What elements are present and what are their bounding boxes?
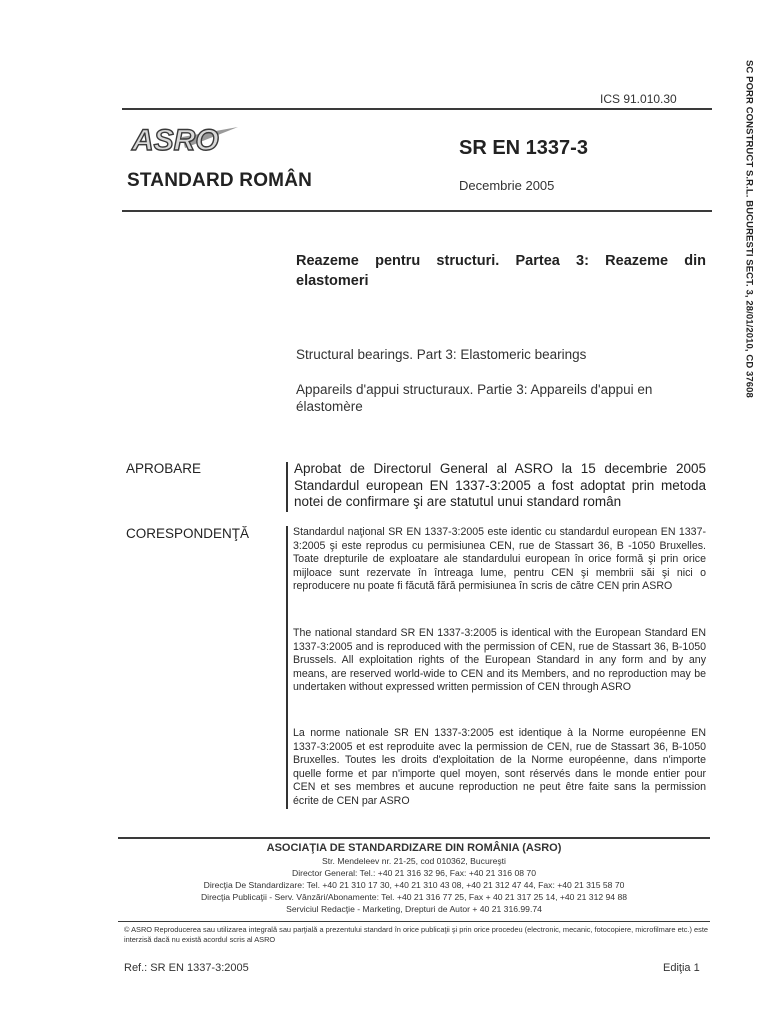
aprobare-label: APROBARE — [126, 461, 202, 476]
asro-logo — [130, 116, 240, 162]
footer-director: Director General: Tel.: +40 21 316 32 96, Fax: +40 21 316 08 70 — [292, 868, 536, 878]
corespondenta-paragraph-en: The national standard SR EN 1337-3:2005 is identical with the European Standard EN 1337-3:2005 and is reproduced with the permission of CEN, rue de Stassart 36, B-1050 Brussels. All exploitation rights of the European Standard in any form and by any means, are reserved world-wide to CEN and its Members, and no reproduction may be undertaken without expressed written permission of CEN through ASRO — [293, 627, 706, 693]
edition: Ediţia 1 — [663, 962, 700, 974]
footer-org: ASOCIAŢIA DE STANDARDIZARE DIN ROMÂNIA (ASRO) — [266, 842, 562, 854]
corespondenta-label: CORESPONDENŢĂ — [126, 526, 250, 541]
copyright-notice: © ASRO Reproducerea sau utilizarea integrală sau parţială a prezentului standard în orice publicaţii şi prin orice procedeu (electronic, mecanic, fotocopiere, microfilmare etc.) este interzisă dacă nu există acordul scris al ASRO — [124, 925, 708, 944]
reference: Ref.: SR EN 1337-3:2005 — [124, 962, 249, 974]
license-stamp-text: SC PORR CONSTRUCT S.R.L. BUCURESTI SECT. 3, 28/01/2010, CD 37608 — [743, 60, 755, 398]
standard-code: SR EN 1337-3 — [459, 137, 588, 159]
title-english: Structural bearings. Part 3: Elastomeric bearings — [296, 347, 587, 362]
header-rule — [122, 210, 712, 212]
footer-publicatii: Direcţia Publicaţii - Serv. Vânzări/Abonamente: Tel. +40 21 316 77 25, Fax + 40 21 317 25 14, +40 21 312 94 88 — [200, 892, 628, 902]
aprobare-bar — [286, 462, 288, 512]
footer-standardizare: Direcţia De Standardizare: Tel. +40 21 310 17 30, +40 21 310 43 08, +40 21 312 47 44, Fax: +40 21 315 58 70 — [203, 880, 625, 890]
license-stamp — [738, 60, 760, 440]
corespondenta-paragraph-ro: Standardul naţional SR EN 1337-3:2005 este identic cu standardul european EN 1337-3:2005 şi este reprodus cu permisiunea CEN, rue de Stassart 36, B -1050 Bruxelles. Toate drepturile de exploatare ale standardului european în orice formă şi prin orice mijloace sunt rezervate în întreaga lume, pentru CEN şi membrii săi şi nici o reproducere nu poate fi făcută fără permisiunea în scris de către CEN prin ASRO — [293, 526, 706, 592]
logo-text: ASRO — [132, 124, 219, 157]
footer-redactie: Serviciul Redacţie - Marketing, Drepturi de Autor + 40 21 316.99.74 — [286, 904, 542, 914]
title-french: Appareils d'appui structuraux. Partie 3: Appareils d'appui en élastomère — [296, 382, 653, 414]
top-rule — [122, 108, 712, 110]
footer-rule-secondary — [118, 921, 710, 922]
footer-rule — [118, 837, 710, 839]
corespondenta-bar — [286, 526, 288, 809]
standard-date: Decembrie 2005 — [459, 178, 555, 193]
title-romanian: Reazeme pentru structuri. Partea 3: Reazeme din elastomeri — [296, 253, 706, 289]
aprobare-text: Aprobat de Directorul General al ASRO la 15 decembrie 2005 Standardul european EN 1337-3:2005 a fost adoptat prin metoda notei de confirmare şi are statutul unui standard român — [294, 461, 706, 509]
footer-contact — [118, 841, 710, 915]
standard-label: STANDARD ROMÂN — [127, 170, 313, 191]
footer-address: Str. Mendeleev nr. 21-25, cod 010362, Bucureşti — [322, 856, 506, 866]
ics-code: ICS 91.010.30 — [600, 92, 677, 106]
corespondenta-paragraph-fr: La norme nationale SR EN 1337-3:2005 est identique à la Norme européenne EN 1337-3:2005 et est reproduite avec la permission de CEN, rue de Stassart 36, B-1050 Bruxelles. Toutes les droits d'exploitation de la Norme européenne, dans n'importe quelle forme et par n'importe quel moyen, sont réservés dans le monde entier pour CEN et ses membres et aucune reproduction ne peut être faite sans la permission écrite de CEN par ASRO — [293, 727, 706, 807]
